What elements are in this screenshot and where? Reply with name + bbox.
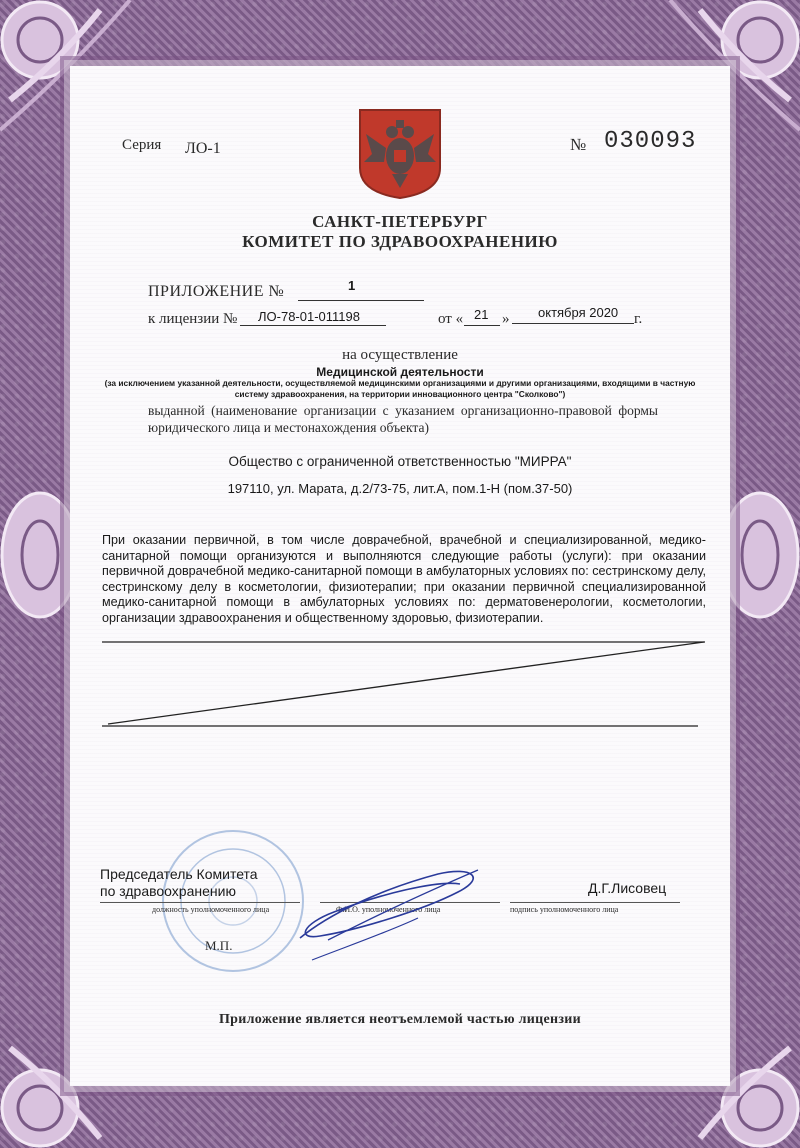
stamp-label: М.П. [205, 938, 233, 953]
services-text: При оказании первичной, в том числе доврачебной, врачебной и специализированной, медико-санитарной помощи организуются и выполняются следующие работы (услуги): при оказании первичной доврачебной медико-санитарной помощи в амбулаторных условиях по: сестринскому делу, сестринскому делу в косметологии, физиотерапии; при оказании первичной специализированной медико-санитарной помощи в амбулаторных условиях по: дерматовенерологии, косметологии, организации здравоохранения и общественному здоровью, физиотерапии. [102, 533, 706, 625]
signer-position-line1: Председатель Комитета [100, 866, 258, 882]
appendix-label: ПРИЛОЖЕНИЕ № [148, 283, 285, 300]
license-number: 030093 [604, 128, 697, 155]
sign-caption: Ф.И.О. уполномоченного лица [336, 905, 441, 914]
activity-intro: на осуществление [342, 347, 458, 363]
coat-of-arms-icon [358, 108, 442, 200]
license-label: к лицензии № [148, 311, 238, 327]
organization-address: 197110, ул. Марата, д.2/73-75, лит.А, пом.1-Н (пом.37-50) [227, 481, 573, 496]
footer-note: Приложение является неотъемлемой частью лицензии [218, 1012, 582, 1027]
appendix-number: 1 [348, 278, 356, 293]
organization-name: Общество с ограниченной ответственностью "МИРРА" [228, 454, 572, 469]
signer-position-line2: по здравоохранению [100, 883, 236, 899]
date-month-year: октября 2020 [538, 305, 619, 320]
license-number-value: ЛО-78-01-011198 [258, 309, 361, 324]
date-from-label: от « [438, 311, 464, 327]
date-day: 21 [474, 307, 489, 322]
date-year-suffix: г. [634, 311, 643, 327]
series-label: Серия [122, 137, 162, 153]
official-stamp [158, 826, 308, 976]
handwritten-signature [288, 860, 508, 970]
name-caption: подпись уполномоченного лица [510, 905, 619, 914]
number-symbol: № [570, 135, 587, 154]
activity-issued-to: выданной (наименование организации с указанием организационно-правовой формы юридического лица и местонахождения объекта) [148, 403, 658, 435]
issuer-committee: КОМИТЕТ ПО ЗДРАВООХРАНЕНИЮ [242, 232, 558, 251]
issuer-city: САНКТ-ПЕТЕРБУРГ [312, 212, 488, 231]
signature-line-right [510, 902, 680, 903]
signer-name: Д.Г.Лисовец [588, 880, 667, 896]
cross-out-lines [100, 636, 710, 736]
series-value: ЛО-1 [185, 140, 221, 157]
signature-line-left [100, 902, 300, 903]
appendix-number-line [298, 286, 424, 301]
position-caption: должность уполномоченного лица [152, 905, 270, 914]
activity-note: (за исключением указанной деятельности, осуществляемой медицинскими организациями и другими организациями, входящими в частную систему здравоохранения, на территории инновационного центра "Сколково") [104, 378, 696, 399]
date-day-close: » [502, 311, 510, 327]
activity-type: Медицинской деятельности [316, 365, 484, 379]
